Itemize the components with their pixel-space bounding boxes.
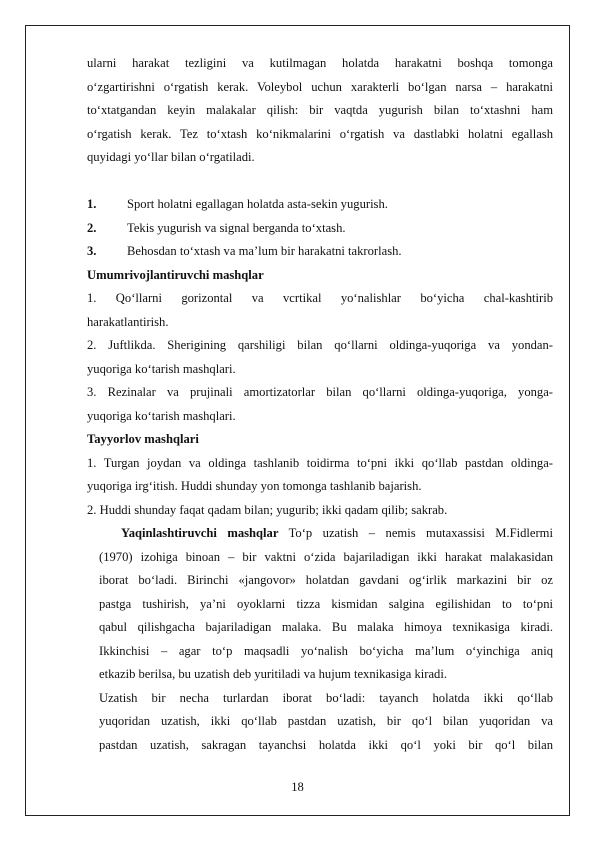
item-number: 2. <box>87 220 97 235</box>
item-text: Sport holatni egallagan holatda asta-sekin yugurish. <box>127 197 388 211</box>
numbered-item <box>87 193 553 217</box>
text-line: to‘xtatgandan keyin malakalar qilish: bir vaqtda yugurish bilan to‘xtashni ham <box>87 103 553 117</box>
text-line: (1970) izohiga binoan – bir vaktni o‘zida bajariladigan ikki harakat malakasidan <box>99 549 553 564</box>
text-run: To‘p uzatish – nemis mutaxassisi M.Fidlermi <box>278 526 553 540</box>
text-line: pastga tushirish, ya’ni oyoklarni tizza kismidan salgina egilishidan to to‘pni <box>99 596 553 611</box>
text-line: 1. Qo‘llarni gorizontal va vcrtikal yo‘nalishlar bo‘yicha chal-kashtirib <box>87 291 553 305</box>
text-line: etkazib berilsa, bu uzatish deb yuritiladi va hujum texnikasiga kiradi. <box>99 667 447 681</box>
text-line: iborat bo‘ladi. Birinchi «jangovor» holatdan gavdani og‘irlik markazini bir oz <box>99 573 553 587</box>
text-line: 2. Juftlikda. Sherigining qarshiligi bilan qo‘llarni oldinga-yuqoriga va yondan- <box>87 338 553 352</box>
section-heading: Umumrivojlantiruvchi mashqlar <box>87 267 264 282</box>
paragraph-block <box>87 522 553 757</box>
item-number: 1. <box>87 197 97 211</box>
text-line: qabul qilishgacha bajariladigan malaka. Bu malaka himoya texnikasiga kiradi. <box>99 620 553 634</box>
item-number: 3. <box>87 244 97 258</box>
text-line: quyidagi yo‘llar bilan o‘rgatiladi. <box>87 150 255 164</box>
text-line: ularni harakat tezligini va kutilmagan holatda harakatni boshqa tomonga <box>87 56 553 70</box>
text-line: o‘rgatish kerak. Tez to‘xtash ko‘nikmalarini o‘rgatish va dastlabki holatni egallash <box>87 126 553 141</box>
text-line: pastdan uzatish, sakragan tayanchsi holatda ikki qo‘l yoki bir qo‘l bilan <box>99 737 553 752</box>
text-line <box>87 522 553 546</box>
text-line: yuqoriga ko‘tarish mashqlari. <box>87 361 236 376</box>
item-text: Behosdan to‘xtash va ma’lum bir harakatni takrorlash. <box>127 244 402 258</box>
bold-term: Yaqinlashtiruvchi mashqlar <box>121 526 279 540</box>
page-content <box>87 52 553 757</box>
text-line: yuqoriga ko‘tarish mashqlari. <box>87 408 236 423</box>
blank-line <box>87 170 553 194</box>
numbered-item <box>87 240 553 264</box>
text-line: yuqoriga irg‘itish. Huddi shunday yon tomonga tashlanib bajarish. <box>87 479 422 493</box>
page-number: 18 <box>291 780 304 794</box>
text-line: yuqoridan uzatish, ikki qo‘llab pastdan uzatish, bir qo‘l bilan yuqoridan va <box>99 714 553 728</box>
numbered-item <box>87 217 553 241</box>
text-line: harakatlantirish. <box>87 314 169 329</box>
text-line: o‘zgartirishni o‘rgatish kerak. Voleybol uchun xarakterli bo‘lgan narsa – harakatni <box>87 79 553 94</box>
text-line: 1. Turgan joydan va oldinga tashlanib toidirma to‘pni ikki qo‘llab pastdan oldinga- <box>87 455 553 470</box>
text-line: Uzatish bir necha turlardan iborat bo‘ladi: tayanch holatda ikki qo‘llab <box>99 690 553 705</box>
section-heading: Tayyorlov mashqlari <box>87 432 199 446</box>
text-line: 2. Huddi shunday faqat qadam bilan; yugurib; ikki qadam qilib; sakrab. <box>87 502 448 517</box>
text-line: Ikkinchisi – agar to‘p maqsadli yo‘nalish bo‘yicha ma’lum o‘yinchiga aniq <box>99 643 553 658</box>
item-text: Tekis yugurish va signal berganda to‘xtash. <box>127 220 346 235</box>
text-line: 3. Rezinalar va prujinali amortizatorlar bilan qo‘llarni oldinga-yuqoriga, yonga- <box>87 385 553 399</box>
